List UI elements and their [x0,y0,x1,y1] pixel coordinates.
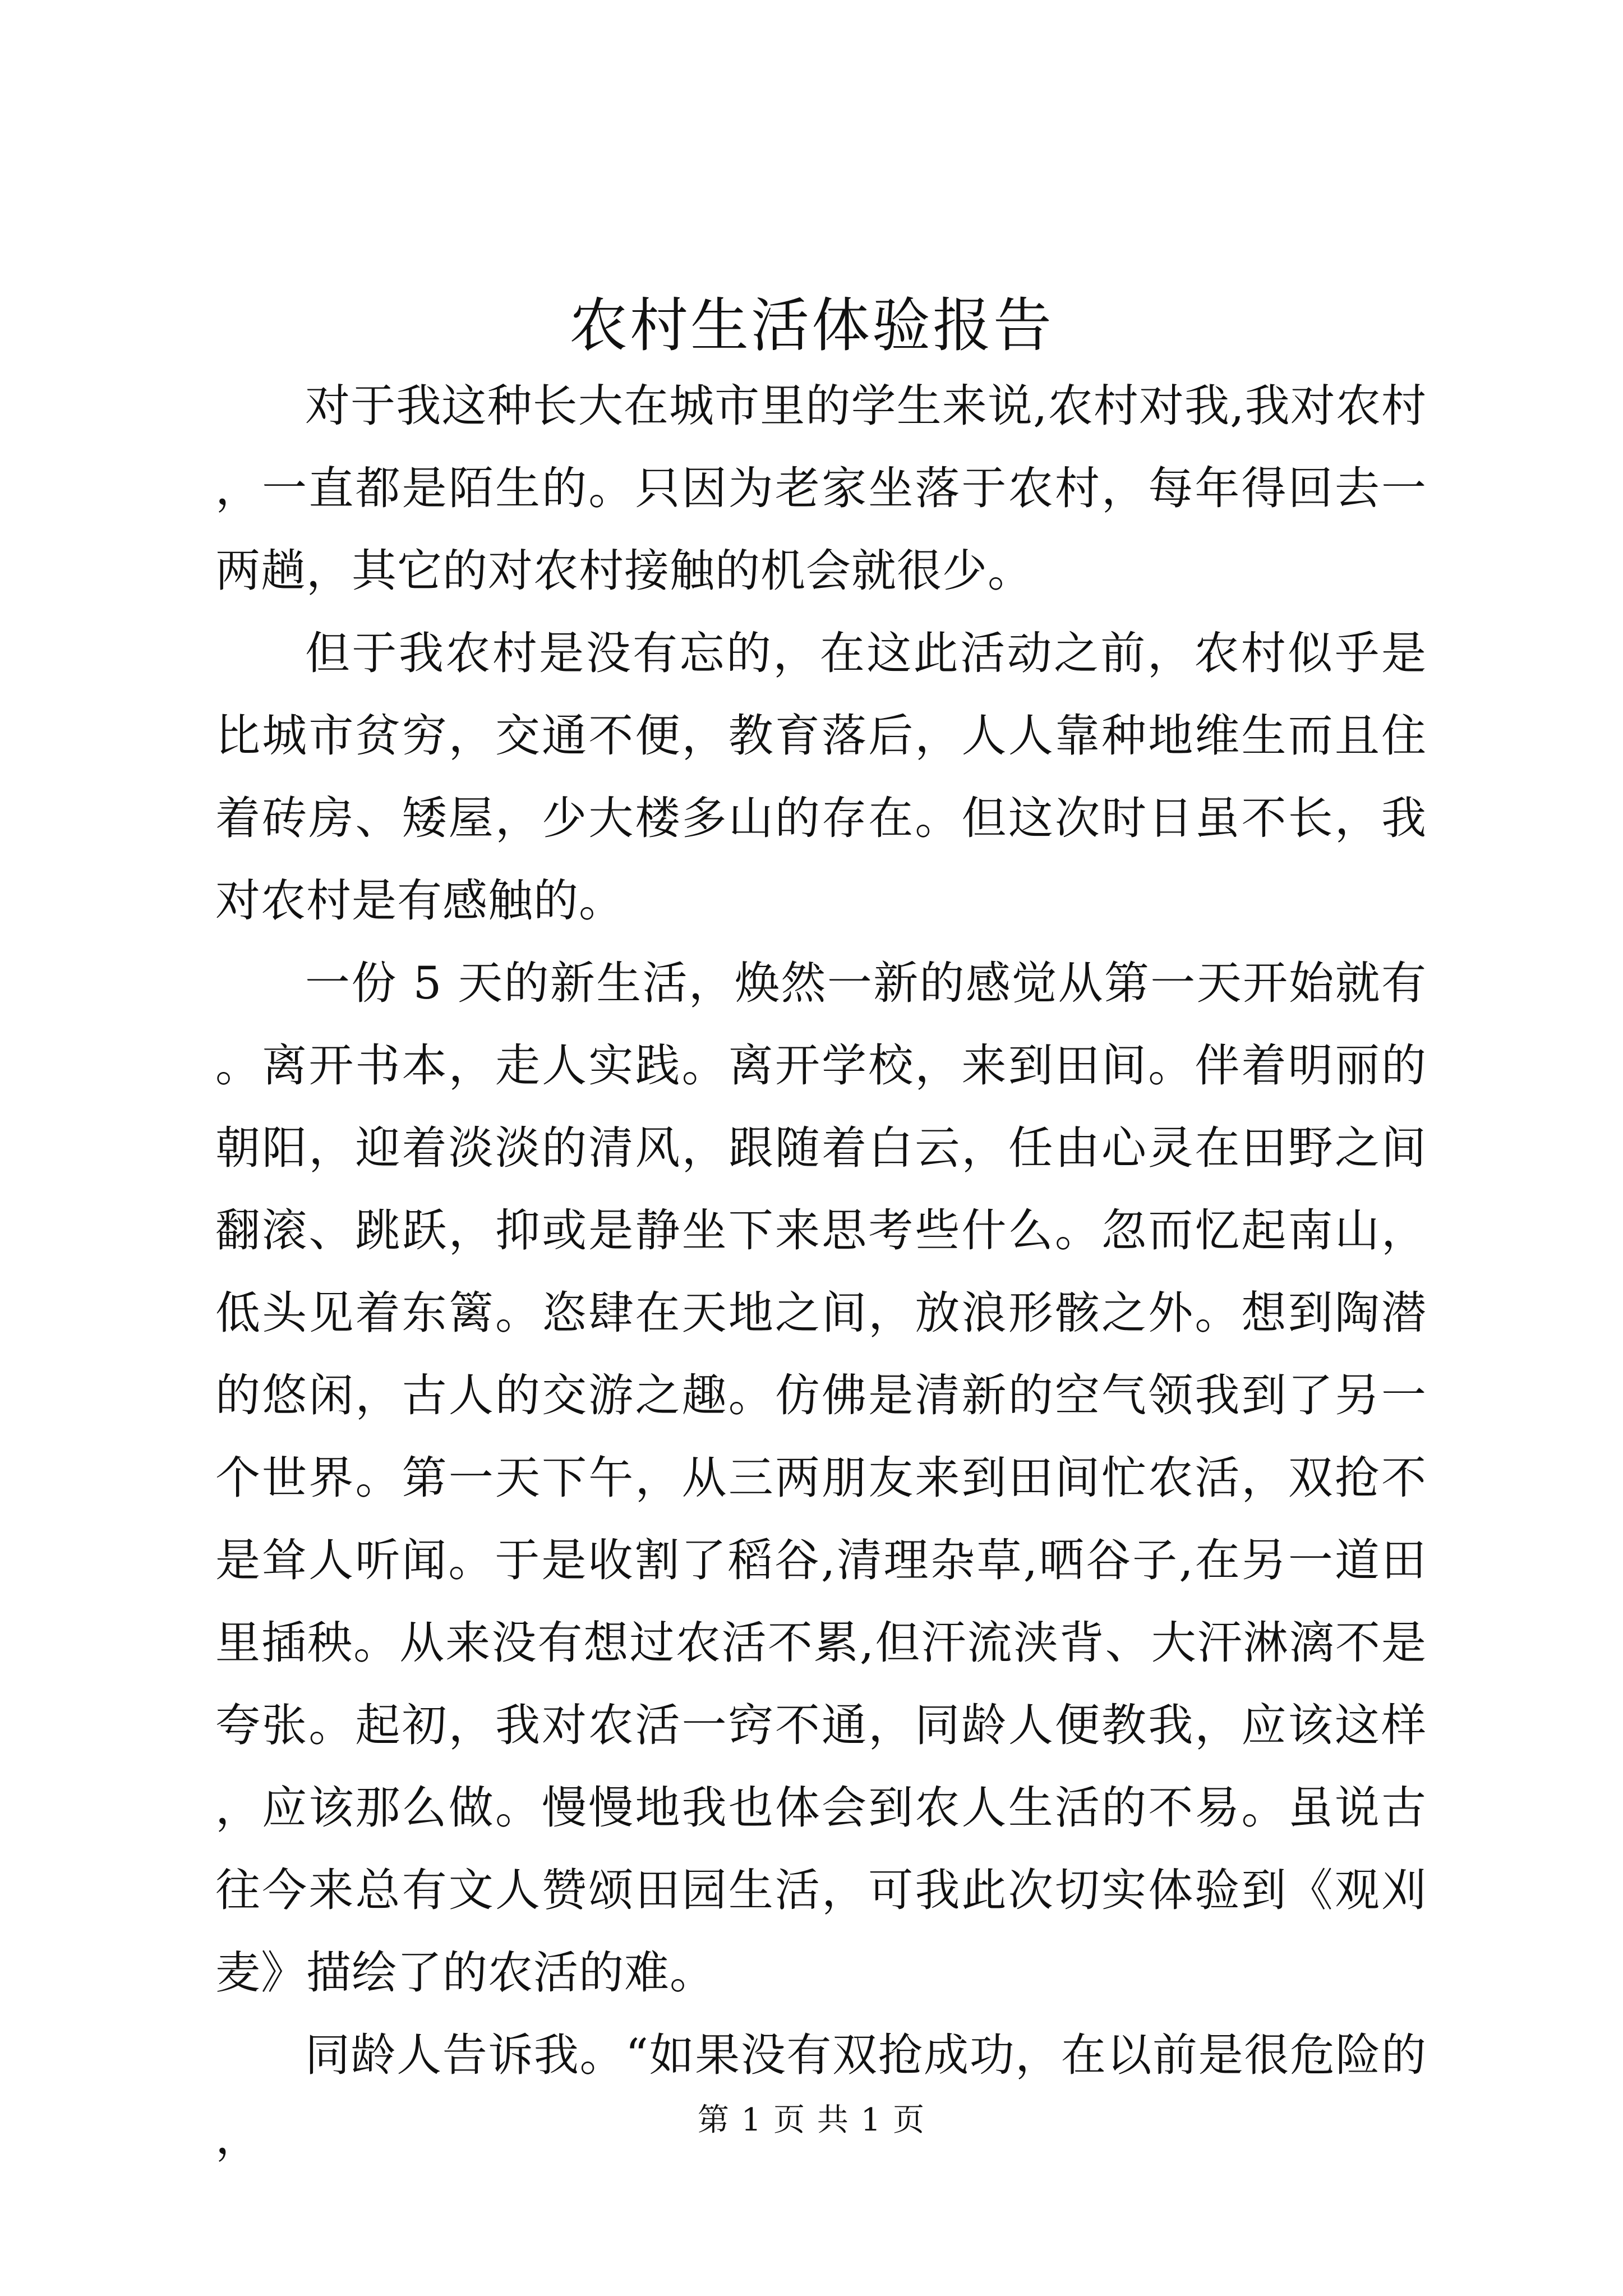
paragraph: 对于我这种长大在城市里的学生来说,农村对我,我对农村，一直都是陌生的。只因为老家坐落于农村，每年得回去一两趟，其它的对农村接触的机会就很少。 [215,380,1427,597]
document-title: 农村生活体验报告 [569,291,1054,360]
paragraph: 但于我农村是没有忘的，在这此活动之前，农村似乎是比城市贫穷，交通不便，教育落后，人人靠种地维生而且住着砖房、矮屋，少大楼多山的存在。但这次时日虽不长，我对农村是有感触的。 [215,627,1427,927]
page-footer: 第 1 页 共 1 页 [697,2102,926,2138]
paragraph: 一份 5 天的新生活，焕然一新的感觉从第一天开始就有。离开书本，走人实践。离开学校，来到田间。伴着明丽的朝阳，迎着淡淡的清风，跟随着白云，任由心灵在田野之间翻滚、跳跃，抑或是静坐下来思考些什么。忽而忆起南山，低头见着东篱。恣肆在天地之间，放浪形骸之外。想到陶潜的悠闲，古人的交游之趣。仿佛是清新的空气领我到了另一个世界。第一天下午，从三两朋友来到田间忙农活，双抢不是耸人听闻。于是收割了稻谷,清理杂草,晒谷子,在另一道田里插秧。从来没有想过农活不累,但汗流浃背、大汗淋漓不是夸张。起初，我对农活一窍不通，同龄人便教我，应该这样，应该那么做。慢慢地我也体会到农人生活的不易。虽说古往今来总有文人赞颂田园生活，可我此次切实体验到《观刈麦》描绘了的农活的难。 [215,957,1427,1999]
document-body [215,365,1427,2179]
paragraph: 同龄人告诉我。“如果没有双抢成功，在以前是很危险的， [215,2029,1427,2164]
